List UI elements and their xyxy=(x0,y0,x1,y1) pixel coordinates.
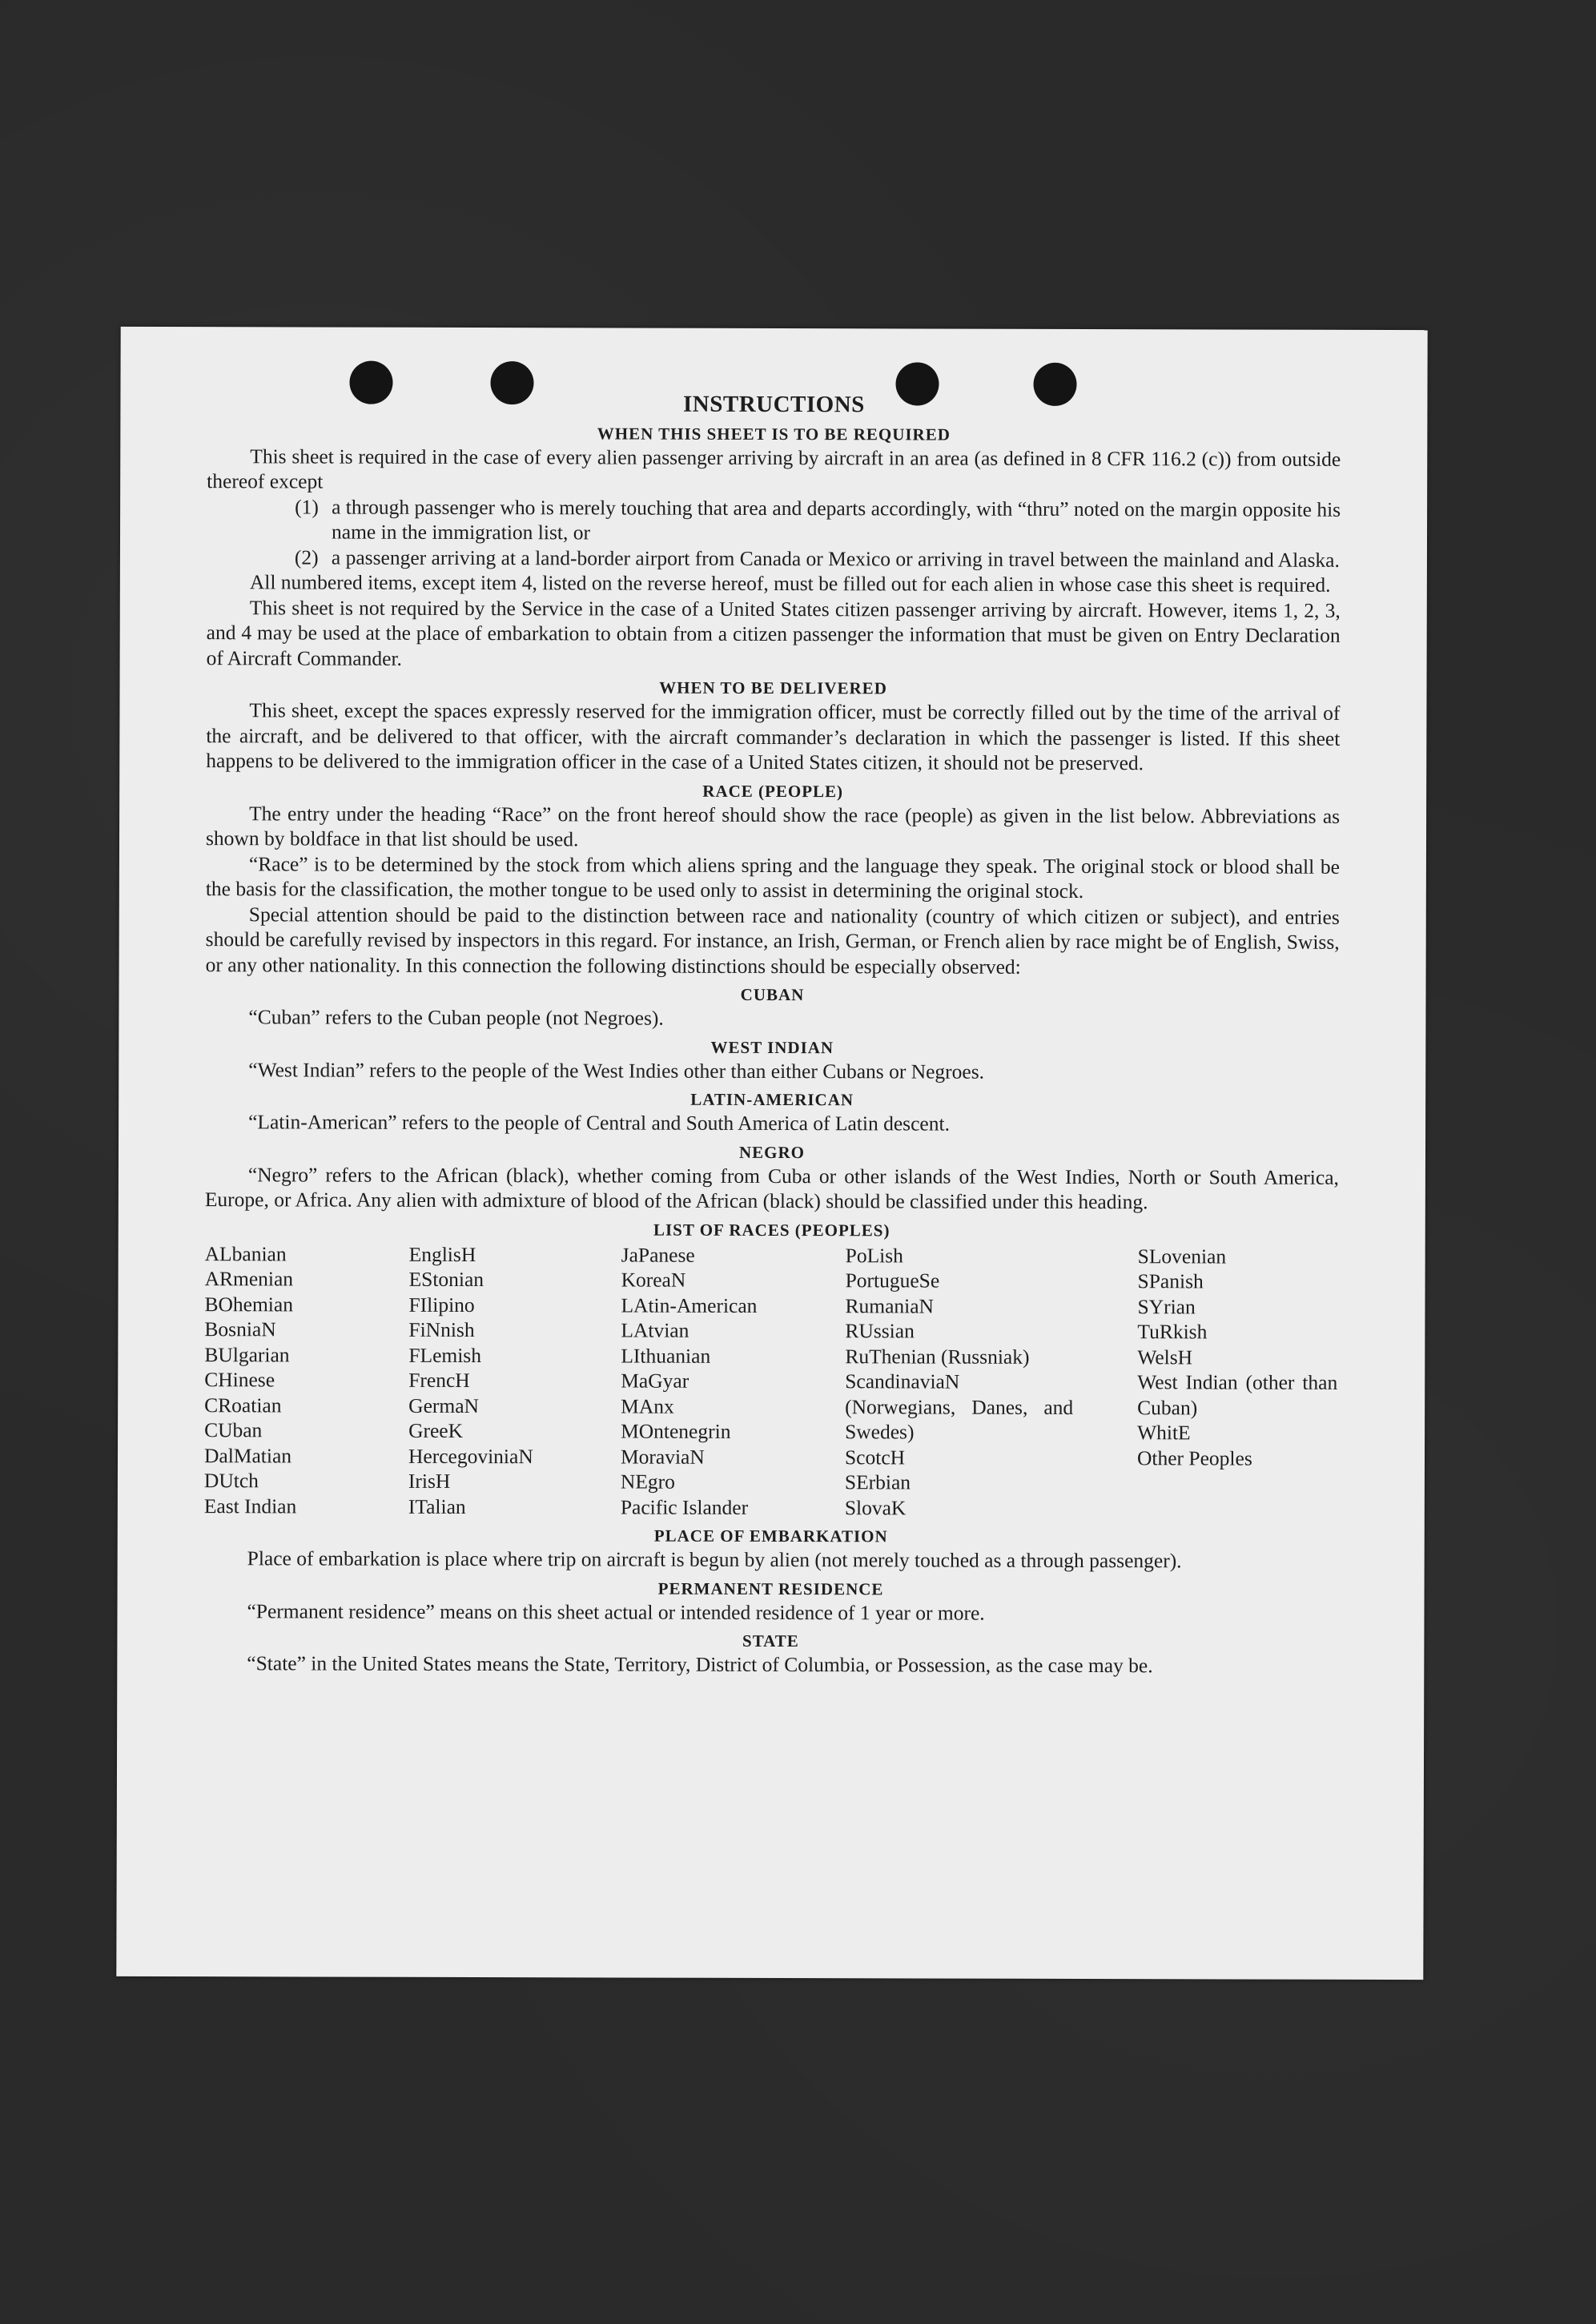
races-column-5 xyxy=(1137,1244,1339,1522)
race-paragraph-1: The entry under the heading “Race” on the front hereof should show the race (people) as given in the list below. Abbreviations as shown by boldface in that list should be used. xyxy=(205,801,1341,851)
race-entry: SErbian xyxy=(844,1470,911,1494)
exception-text: a through passenger who is merely touching that area and departs accordingly, with “thru” noted on the margin opposite his name in the immigration list, or xyxy=(331,495,1341,545)
state-text: “State” in the United States means the State, Territory, District of Columbia, or Possession, as the case may be. xyxy=(247,1651,1153,1678)
race-entry: LIthuanian xyxy=(621,1344,711,1368)
when-delivered-heading: WHEN TO BE DELIVERED xyxy=(659,677,887,698)
race-entry: BUlgarian xyxy=(204,1342,290,1366)
races-column-1 xyxy=(204,1241,409,1519)
negro-heading: NEGRO xyxy=(738,1142,806,1162)
race-entry: MaGyar xyxy=(621,1369,689,1393)
race-entry: GermaN xyxy=(408,1393,480,1417)
race-heading: RACE (PEOPLE) xyxy=(702,781,844,801)
race-entry: PortugueSe xyxy=(845,1269,940,1293)
race-entry: EStonian xyxy=(408,1267,484,1292)
exception-number: (1) xyxy=(295,494,319,519)
race-entry: ITalian xyxy=(408,1494,466,1518)
races-column-3 xyxy=(621,1242,846,1520)
when-delivered-text: This sheet, except the spaces expressly reserved for the immigration officer, must be correctly filled out by the time of the arrival of the aircraft, and be delivered to that officer, with the aircraft commander’s declaration in which the passenger is listed. If this sheet happens to be delivered to the immigration officer in the case of a United States citizen, it should not be preserved. xyxy=(206,698,1341,775)
race-entry: CHinese xyxy=(204,1368,275,1392)
race-paragraph-2: “Race” is to be determined by the stock from which aliens spring and the language they speak. The original stock or blood shall be the basis for the classification, the mother tongue to be used only to assist in determining the original stock. xyxy=(205,851,1340,903)
race-entry: NEgro xyxy=(620,1470,675,1494)
when-required-intro: This sheet is required in the case of every alien passenger arriving by aircraft in an area (as defined in 8 CFR 116.2 (c)) from outside thereof except xyxy=(207,444,1341,493)
page-title: INSTRUCTIONS xyxy=(683,391,865,418)
race-entry: WelsH xyxy=(1137,1345,1193,1369)
exception-item xyxy=(207,545,1341,573)
west-indian-heading: WEST INDIAN xyxy=(710,1037,834,1057)
race-entry: SLovenian xyxy=(1137,1244,1227,1268)
race-entry: RuThenian (Russniak) xyxy=(845,1344,1030,1369)
race-entry: RumaniaN xyxy=(845,1293,935,1318)
numbered-items-paragraph: All numbered items, except item 4, listed on the reverse hereof, must be filled out for each alien in whose case this sheet is required. xyxy=(249,570,1331,597)
race-entry-west-indian: West Indian (other than Cuban) xyxy=(1137,1370,1338,1419)
race-entry: EnglisH xyxy=(408,1242,476,1266)
race-entry: IrisH xyxy=(408,1469,451,1493)
latin-american-heading: LATIN-AMERICAN xyxy=(690,1089,854,1110)
race-entry: FLemish xyxy=(408,1343,482,1367)
race-entry: GreeK xyxy=(408,1418,464,1442)
races-list-heading: LIST OF RACES (PEOPLES) xyxy=(653,1220,890,1240)
race-entry: LAtin-American xyxy=(621,1293,758,1317)
race-entry: HercegoviniaN xyxy=(408,1444,533,1468)
race-entry: BosniaN xyxy=(204,1317,276,1341)
race-entry: SPanish xyxy=(1137,1269,1204,1293)
race-entry: FIlipino xyxy=(408,1293,475,1317)
race-entry: CUban xyxy=(204,1418,263,1442)
race-entry: Pacific Islander xyxy=(620,1495,749,1519)
when-required-heading: WHEN THIS SHEET IS TO BE REQUIRED xyxy=(597,423,951,444)
embarkation-text: Place of embarkation is place where trip on aircraft is begun by alien (not merely touched as a through passenger). xyxy=(247,1546,1182,1573)
race-entry: SYrian xyxy=(1137,1294,1196,1318)
instructions-content xyxy=(203,391,1341,1679)
races-column-4 xyxy=(845,1243,1138,1521)
exception-number: (2) xyxy=(294,545,319,569)
races-column-2 xyxy=(408,1241,621,1519)
race-entry: DalMatian xyxy=(203,1443,292,1467)
race-entry: DUtch xyxy=(203,1469,259,1493)
state-heading: STATE xyxy=(742,1630,799,1651)
race-paragraph-3: Special attention should be paid to the distinction between race and nationality (country of which citizen or subject), and entries should be carefully revised by inspectors in this regard. For instance, an Irish, German, or French alien by race might be of English, Swiss, or any other nationality. In this connection the following distinctions should be especially observed: xyxy=(205,902,1340,979)
races-list xyxy=(204,1241,1339,1522)
race-entry: FrencH xyxy=(408,1368,470,1393)
race-entry: SlovaK xyxy=(844,1495,907,1519)
race-entry: BOhemian xyxy=(204,1292,294,1316)
race-entry: MAnx xyxy=(621,1394,674,1418)
race-entry: CRoatian xyxy=(204,1393,282,1417)
citizen-paragraph: This sheet is not required by the Service in the case of a United States citizen passenger arriving by aircraft. However, items 1, 2, 3, and 4 may be used at the place of embarkation to obtain from a citizen passenger the information that must be given on Entry Declaration of Aircraft Commander. xyxy=(206,595,1341,670)
race-entry: FiNnish xyxy=(408,1317,475,1342)
cuban-heading: CUBAN xyxy=(740,984,805,1005)
west-indian-text: “West Indian” refers to the people of the West Indies other than either Cubans or Negroes. xyxy=(248,1057,985,1084)
race-entry-scandinavian: ScandinaviaN (Norwegians, Danes, and Swedes) xyxy=(845,1369,1074,1444)
race-entry: Other Peoples xyxy=(1136,1445,1252,1470)
race-entry: JaPanese xyxy=(621,1243,695,1267)
race-entry: East Indian xyxy=(203,1494,297,1518)
negro-text: “Negro” refers to the African (black), whether coming from Cuba or other islands of the West Indies, North or South America, Europe, or Africa. Any alien with admixture of blood of the African (black) should be classified under this heading. xyxy=(204,1162,1339,1214)
cuban-text: “Cuban” refers to the Cuban people (not Negroes). xyxy=(248,1005,664,1030)
instruction-sheet xyxy=(116,327,1427,1980)
race-entry: MOntenegrin xyxy=(621,1419,731,1443)
exception-item xyxy=(207,494,1341,548)
exception-text: a passenger arriving at a land-border airport from Canada or Mexico or arriving in travel between the mainland and Alaska. xyxy=(331,545,1340,572)
race-entry: MoraviaN xyxy=(620,1445,705,1469)
race-entry: WhitE xyxy=(1137,1421,1191,1445)
race-entry: ScotcH xyxy=(844,1445,906,1469)
race-entry: ARmenian xyxy=(204,1267,294,1291)
latin-american-text: “Latin-American” refers to the people of Central and South America of Latin descent. xyxy=(248,1110,951,1136)
residence-heading: PERMANENT RESIDENCE xyxy=(657,1578,884,1598)
residence-text: “Permanent residence” means on this sheet actual or intended residence of 1 year or more. xyxy=(247,1598,985,1625)
race-entry: TuRkish xyxy=(1137,1320,1208,1344)
race-entry: PoLish xyxy=(845,1243,903,1267)
embarkation-heading: PLACE OF EMBARKATION xyxy=(653,1526,888,1546)
race-entry: ALbanian xyxy=(204,1241,287,1265)
race-entry: KoreaN xyxy=(621,1268,686,1292)
race-entry: LAtvian xyxy=(621,1318,689,1342)
race-entry: RUssian xyxy=(845,1319,915,1343)
